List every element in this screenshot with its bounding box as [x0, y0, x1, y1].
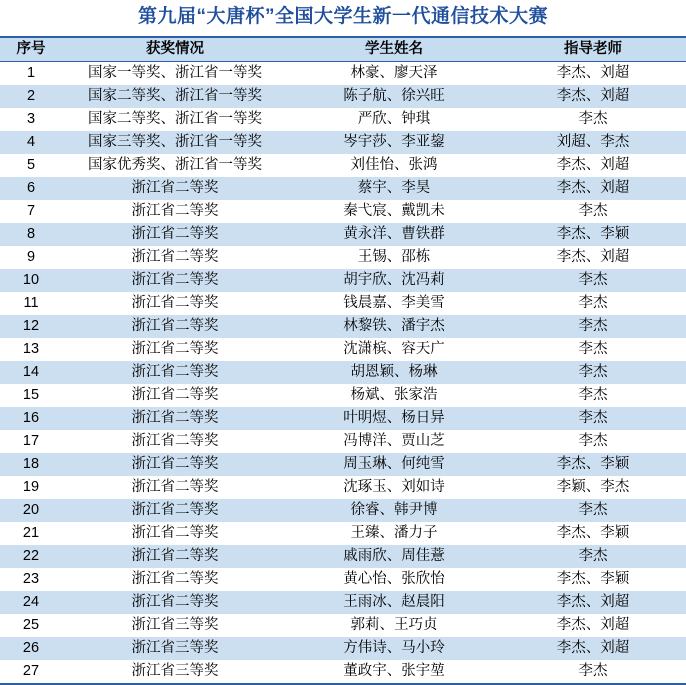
table-row: [0, 591, 686, 614]
cell-index: 25: [0, 614, 62, 637]
column-header-index: 序号: [0, 37, 62, 62]
cell-index: 2: [0, 85, 62, 108]
table-row: [0, 568, 686, 591]
cell-award: 浙江省二等奖: [62, 338, 288, 361]
cell-advisors: 李杰: [500, 338, 686, 361]
cell-award: 浙江省二等奖: [62, 361, 288, 384]
table-row: [0, 637, 686, 660]
cell-advisors: 李杰: [500, 430, 686, 453]
cell-advisors: 李杰: [500, 315, 686, 338]
cell-students: 钱晨嘉、李美雪: [288, 292, 500, 315]
table-row: [0, 384, 686, 407]
cell-advisors: 李杰: [500, 545, 686, 568]
cell-advisors: 李杰、李颖: [500, 453, 686, 476]
cell-award: 浙江省二等奖: [62, 177, 288, 200]
table-row: [0, 614, 686, 637]
cell-index: 22: [0, 545, 62, 568]
cell-award: 浙江省二等奖: [62, 522, 288, 545]
cell-advisors: 李杰、李颖: [500, 568, 686, 591]
cell-students: 胡恩颖、杨琳: [288, 361, 500, 384]
cell-advisors: 李杰、刘超: [500, 637, 686, 660]
cell-students: 沈琢玉、刘如诗: [288, 476, 500, 499]
table-row: [0, 223, 686, 246]
cell-award: 国家三等奖、浙江省一等奖: [62, 131, 288, 154]
table-row: [0, 430, 686, 453]
cell-advisors: 李杰、刘超: [500, 177, 686, 200]
table-row: [0, 177, 686, 200]
cell-advisors: 李杰: [500, 499, 686, 522]
column-header-advisors: 指导老师: [500, 37, 686, 62]
cell-index: 24: [0, 591, 62, 614]
cell-index: 23: [0, 568, 62, 591]
cell-award: 国家一等奖、浙江省一等奖: [62, 61, 288, 85]
cell-award: 国家二等奖、浙江省一等奖: [62, 108, 288, 131]
table-row: [0, 292, 686, 315]
column-header-students: 学生姓名: [288, 37, 500, 62]
cell-award: 国家二等奖、浙江省一等奖: [62, 85, 288, 108]
cell-students: 胡宇欣、沈冯莉: [288, 269, 500, 292]
cell-index: 8: [0, 223, 62, 246]
cell-index: 1: [0, 61, 62, 85]
table-row: [0, 61, 686, 85]
cell-award: 浙江省二等奖: [62, 430, 288, 453]
cell-award: 浙江省二等奖: [62, 591, 288, 614]
cell-index: 27: [0, 660, 62, 684]
cell-index: 7: [0, 200, 62, 223]
cell-students: 陈子航、徐兴旺: [288, 85, 500, 108]
table-row: [0, 407, 686, 430]
table-row: [0, 453, 686, 476]
cell-students: 戚雨欣、周佳薏: [288, 545, 500, 568]
cell-index: 18: [0, 453, 62, 476]
cell-index: 26: [0, 637, 62, 660]
cell-index: 19: [0, 476, 62, 499]
cell-advisors: 李杰: [500, 292, 686, 315]
cell-award: 浙江省三等奖: [62, 614, 288, 637]
cell-award: 浙江省二等奖: [62, 223, 288, 246]
cell-award: 国家优秀奖、浙江省一等奖: [62, 154, 288, 177]
cell-advisors: 李杰、刘超: [500, 246, 686, 269]
cell-students: 王锡、邵栋: [288, 246, 500, 269]
cell-students: 林豪、廖天泽: [288, 61, 500, 85]
cell-award: 浙江省二等奖: [62, 568, 288, 591]
cell-students: 周玉琳、何纯雪: [288, 453, 500, 476]
cell-index: 10: [0, 269, 62, 292]
cell-students: 郭莉、王巧贞: [288, 614, 500, 637]
cell-index: 20: [0, 499, 62, 522]
cell-advisors: 李杰: [500, 200, 686, 223]
table-row: [0, 338, 686, 361]
table-row: [0, 246, 686, 269]
page-title: 第九届“大唐杯”全国大学生新一代通信技术大赛: [137, 6, 548, 27]
table-row: [0, 499, 686, 522]
cell-index: 13: [0, 338, 62, 361]
cell-students: 严欣、钟琪: [288, 108, 500, 131]
cell-advisors: 李杰: [500, 269, 686, 292]
table-row: [0, 85, 686, 108]
table-row: [0, 361, 686, 384]
table-header-row: [0, 37, 686, 62]
cell-advisors: 李杰、刘超: [500, 614, 686, 637]
cell-students: 徐睿、韩尹博: [288, 499, 500, 522]
cell-advisors: 李颖、李杰: [500, 476, 686, 499]
table-row: [0, 200, 686, 223]
cell-index: 3: [0, 108, 62, 131]
cell-award: 浙江省二等奖: [62, 545, 288, 568]
cell-index: 14: [0, 361, 62, 384]
cell-award: 浙江省二等奖: [62, 453, 288, 476]
cell-advisors: 李杰: [500, 407, 686, 430]
cell-index: 5: [0, 154, 62, 177]
cell-index: 12: [0, 315, 62, 338]
cell-advisors: 李杰: [500, 108, 686, 131]
cell-students: 叶明煜、杨日异: [288, 407, 500, 430]
cell-index: 16: [0, 407, 62, 430]
cell-award: 浙江省二等奖: [62, 315, 288, 338]
cell-index: 6: [0, 177, 62, 200]
cell-award: 浙江省二等奖: [62, 407, 288, 430]
cell-award: 浙江省二等奖: [62, 476, 288, 499]
cell-index: 15: [0, 384, 62, 407]
cell-students: 王雨冰、赵晨阳: [288, 591, 500, 614]
table-row: [0, 545, 686, 568]
cell-students: 黄永洋、曹铁群: [288, 223, 500, 246]
cell-students: 刘佳怡、张鸿: [288, 154, 500, 177]
table-row: [0, 108, 686, 131]
cell-advisors: 李杰: [500, 361, 686, 384]
cell-award: 浙江省二等奖: [62, 292, 288, 315]
cell-advisors: 刘超、李杰: [500, 131, 686, 154]
table-row: [0, 660, 686, 684]
table-row: [0, 522, 686, 545]
cell-students: 秦弋宸、戴凯未: [288, 200, 500, 223]
cell-students: 冯博洋、贾山芝: [288, 430, 500, 453]
cell-students: 董政宇、张宇堃: [288, 660, 500, 684]
cell-award: 浙江省二等奖: [62, 269, 288, 292]
cell-index: 11: [0, 292, 62, 315]
table-row: [0, 131, 686, 154]
cell-award: 浙江省二等奖: [62, 200, 288, 223]
cell-students: 岑宇莎、李亚鋆: [288, 131, 500, 154]
table-row: [0, 476, 686, 499]
cell-award: 浙江省二等奖: [62, 246, 288, 269]
cell-students: 方伟诗、马小玲: [288, 637, 500, 660]
cell-advisors: 李杰、刘超: [500, 61, 686, 85]
cell-award: 浙江省三等奖: [62, 637, 288, 660]
cell-advisors: 李杰、刘超: [500, 85, 686, 108]
table-row: [0, 154, 686, 177]
cell-students: 杨斌、张家浩: [288, 384, 500, 407]
column-header-award: 获奖情况: [62, 37, 288, 62]
cell-advisors: 李杰、李颖: [500, 522, 686, 545]
cell-advisors: 李杰、刘超: [500, 154, 686, 177]
award-table: [0, 36, 686, 685]
cell-advisors: 李杰: [500, 384, 686, 407]
table-header: [0, 37, 686, 62]
cell-award: 浙江省二等奖: [62, 384, 288, 407]
cell-advisors: 李杰、李颖: [500, 223, 686, 246]
table-row: [0, 269, 686, 292]
cell-index: 4: [0, 131, 62, 154]
cell-students: 沈潇槟、容天广: [288, 338, 500, 361]
cell-students: 蔡宇、李昊: [288, 177, 500, 200]
cell-advisors: 李杰: [500, 660, 686, 684]
cell-advisors: 李杰、刘超: [500, 591, 686, 614]
cell-award: 浙江省二等奖: [62, 499, 288, 522]
cell-students: 王臻、潘力子: [288, 522, 500, 545]
cell-index: 17: [0, 430, 62, 453]
table-body: [0, 61, 686, 684]
cell-index: 9: [0, 246, 62, 269]
cell-students: 黄心怡、张欣怡: [288, 568, 500, 591]
cell-students: 林黎铁、潘宇杰: [288, 315, 500, 338]
cell-index: 21: [0, 522, 62, 545]
cell-award: 浙江省三等奖: [62, 660, 288, 684]
table-row: [0, 315, 686, 338]
